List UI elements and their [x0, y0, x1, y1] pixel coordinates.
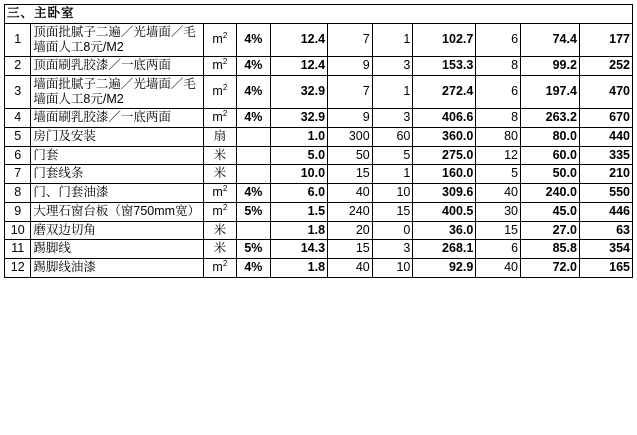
item-subtotal: 92.9 [413, 258, 476, 277]
item-total: 165 [579, 258, 632, 277]
item-other-cost: 27.0 [521, 221, 580, 240]
row-index: 10 [5, 221, 31, 240]
item-loss-rate: 4% [236, 258, 271, 277]
item-labor-price: 3 [372, 109, 413, 128]
item-unit: 米 [204, 221, 237, 240]
item-subtotal: 102.7 [413, 23, 476, 57]
item-subtotal: 153.3 [413, 57, 476, 76]
item-other-cost: 99.2 [521, 57, 580, 76]
item-name: 顶面批腻子二遍／光墙面／毛墙面人工8元/M2 [31, 23, 204, 57]
item-quantity: 1.8 [271, 221, 328, 240]
item-management-fee: 40 [476, 258, 521, 277]
item-unit: $m^2$ [204, 184, 237, 203]
table-row [5, 128, 633, 147]
item-labor-price: 10 [372, 258, 413, 277]
unit-exponent: 2 [222, 258, 228, 268]
item-total: 354 [579, 240, 632, 259]
item-total: 550 [579, 184, 632, 203]
item-other-cost: 74.4 [521, 23, 580, 57]
row-index: 3 [5, 75, 31, 109]
item-management-fee: 6 [476, 240, 521, 259]
item-labor-price: 10 [372, 184, 413, 203]
item-total: 670 [579, 109, 632, 128]
item-labor-price: 1 [372, 165, 413, 184]
item-quantity: 5.0 [271, 146, 328, 165]
item-subtotal: 275.0 [413, 146, 476, 165]
item-quantity: 12.4 [271, 57, 328, 76]
budget-table-body [5, 5, 633, 278]
item-loss-rate: 4% [236, 109, 271, 128]
table-row [5, 202, 633, 221]
item-loss-rate: 5% [236, 202, 271, 221]
item-total: 252 [579, 57, 632, 76]
item-unit: 米 [204, 240, 237, 259]
item-subtotal: 309.6 [413, 184, 476, 203]
item-quantity: 32.9 [271, 109, 328, 128]
unit-exponent: 2 [222, 57, 228, 67]
unit-exponent: 2 [222, 83, 228, 93]
row-index: 5 [5, 128, 31, 147]
item-unit: $m^2$ [204, 202, 237, 221]
item-unit: $m^2$ [204, 75, 237, 109]
item-total: 440 [579, 128, 632, 147]
item-total: 335 [579, 146, 632, 165]
item-management-fee: 8 [476, 57, 521, 76]
item-unit: 米 [204, 146, 237, 165]
item-management-fee: 8 [476, 109, 521, 128]
item-other-cost: 45.0 [521, 202, 580, 221]
item-quantity: 1.8 [271, 258, 328, 277]
item-name: 磨双边切角 [31, 221, 204, 240]
item-loss-rate: 4% [236, 184, 271, 203]
item-quantity: 12.4 [271, 23, 328, 57]
item-material-price: 40 [328, 258, 373, 277]
item-name: 门套线条 [31, 165, 204, 184]
item-subtotal: 268.1 [413, 240, 476, 259]
item-subtotal: 400.5 [413, 202, 476, 221]
item-management-fee: 15 [476, 221, 521, 240]
row-index: 8 [5, 184, 31, 203]
item-material-price: 15 [328, 240, 373, 259]
table-row [5, 75, 633, 109]
item-other-cost: 240.0 [521, 184, 580, 203]
item-loss-rate: 4% [236, 23, 271, 57]
item-subtotal: 360.0 [413, 128, 476, 147]
item-unit: 米 [204, 165, 237, 184]
item-material-price: 300 [328, 128, 373, 147]
item-name: 墙面批腻子二遍／光墙面／毛墙面人工8元/M2 [31, 75, 204, 109]
item-labor-price: 1 [372, 23, 413, 57]
item-quantity: 14.3 [271, 240, 328, 259]
item-loss-rate: 4% [236, 57, 271, 76]
row-index: 11 [5, 240, 31, 259]
item-other-cost: 263.2 [521, 109, 580, 128]
item-loss-rate [236, 146, 271, 165]
item-management-fee: 12 [476, 146, 521, 165]
item-labor-price: 60 [372, 128, 413, 147]
item-other-cost: 72.0 [521, 258, 580, 277]
item-unit: $m^2$ [204, 109, 237, 128]
item-management-fee: 30 [476, 202, 521, 221]
item-total: 210 [579, 165, 632, 184]
row-index: 4 [5, 109, 31, 128]
item-loss-rate: 5% [236, 240, 271, 259]
item-other-cost: 197.4 [521, 75, 580, 109]
item-material-price: 20 [328, 221, 373, 240]
item-quantity: 10.0 [271, 165, 328, 184]
row-index: 9 [5, 202, 31, 221]
item-labor-price: 3 [372, 57, 413, 76]
table-row [5, 165, 633, 184]
item-total: 446 [579, 202, 632, 221]
item-name: 大理石窗台板（窗750mm宽） [31, 202, 204, 221]
item-labor-price: 1 [372, 75, 413, 109]
item-name: 踢脚线油漆 [31, 258, 204, 277]
item-management-fee: 40 [476, 184, 521, 203]
item-unit: 扇 [204, 128, 237, 147]
item-other-cost: 85.8 [521, 240, 580, 259]
row-index: 12 [5, 258, 31, 277]
table-row [5, 240, 633, 259]
row-index: 7 [5, 165, 31, 184]
item-material-price: 7 [328, 23, 373, 57]
row-index: 2 [5, 57, 31, 76]
item-quantity: 1.0 [271, 128, 328, 147]
section-title-row [5, 5, 633, 24]
item-management-fee: 80 [476, 128, 521, 147]
item-subtotal: 160.0 [413, 165, 476, 184]
item-quantity: 32.9 [271, 75, 328, 109]
item-material-price: 50 [328, 146, 373, 165]
item-quantity: 1.5 [271, 202, 328, 221]
budget-table [4, 4, 633, 278]
table-row [5, 57, 633, 76]
table-row [5, 258, 633, 277]
item-unit: $m^2$ [204, 23, 237, 57]
item-material-price: 9 [328, 109, 373, 128]
item-name: 门、门套油漆 [31, 184, 204, 203]
table-row [5, 109, 633, 128]
item-subtotal: 36.0 [413, 221, 476, 240]
item-material-price: 9 [328, 57, 373, 76]
item-labor-price: 0 [372, 221, 413, 240]
item-total: 177 [579, 23, 632, 57]
table-row [5, 146, 633, 165]
item-other-cost: 80.0 [521, 128, 580, 147]
budget-sheet [0, 4, 637, 435]
item-loss-rate [236, 165, 271, 184]
item-name: 房门及安装 [31, 128, 204, 147]
item-management-fee: 6 [476, 75, 521, 109]
item-management-fee: 6 [476, 23, 521, 57]
item-name: 踢脚线 [31, 240, 204, 259]
row-index: 6 [5, 146, 31, 165]
item-name: 门套 [31, 146, 204, 165]
unit-exponent: 2 [222, 30, 228, 40]
item-loss-rate [236, 221, 271, 240]
item-material-price: 240 [328, 202, 373, 221]
item-labor-price: 5 [372, 146, 413, 165]
item-total: 470 [579, 75, 632, 109]
table-row [5, 184, 633, 203]
item-material-price: 40 [328, 184, 373, 203]
item-material-price: 7 [328, 75, 373, 109]
table-row [5, 23, 633, 57]
item-management-fee: 5 [476, 165, 521, 184]
unit-exponent: 2 [222, 184, 228, 194]
item-labor-price: 3 [372, 240, 413, 259]
item-material-price: 15 [328, 165, 373, 184]
item-subtotal: 406.6 [413, 109, 476, 128]
table-row [5, 221, 633, 240]
item-unit: $m^2$ [204, 57, 237, 76]
row-index: 1 [5, 23, 31, 57]
item-total: 63 [579, 221, 632, 240]
item-other-cost: 50.0 [521, 165, 580, 184]
unit-exponent: 2 [222, 202, 228, 212]
item-other-cost: 60.0 [521, 146, 580, 165]
item-name: 顶面刷乳胶漆／一底两面 [31, 57, 204, 76]
item-loss-rate: 4% [236, 75, 271, 109]
item-unit: $m^2$ [204, 258, 237, 277]
item-quantity: 6.0 [271, 184, 328, 203]
item-labor-price: 15 [372, 202, 413, 221]
item-subtotal: 272.4 [413, 75, 476, 109]
unit-exponent: 2 [222, 109, 228, 119]
section-title: 三、主卧室 [5, 5, 633, 24]
item-loss-rate [236, 128, 271, 147]
item-name: 墙面刷乳胶漆／一底两面 [31, 109, 204, 128]
